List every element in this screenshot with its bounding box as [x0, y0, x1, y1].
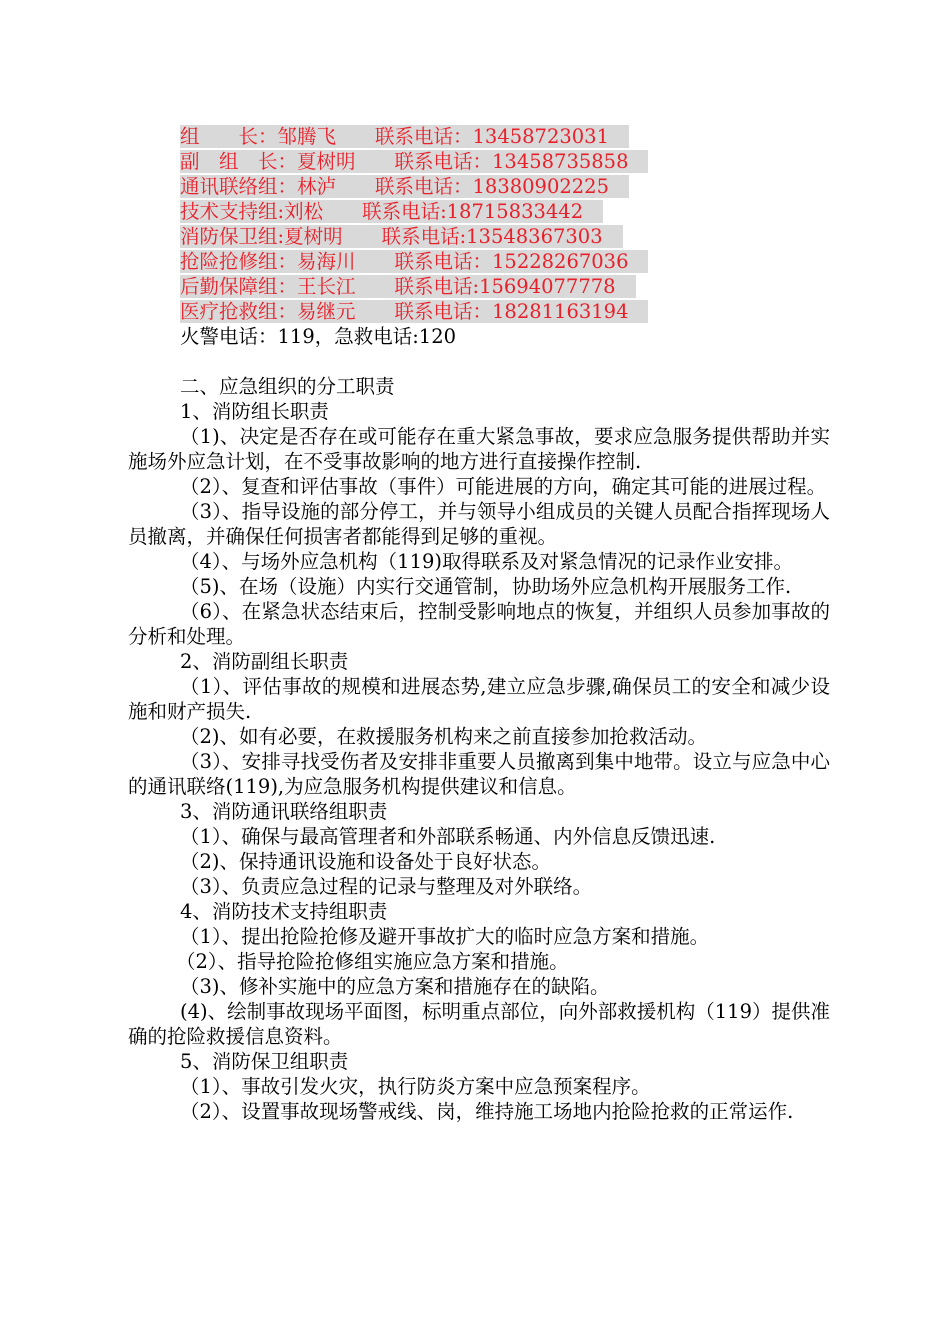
duty-heading-5: 5、消防保卫组职责 — [180, 1050, 349, 1073]
contact-fire-security: 消防保卫组:夏树明 联系电话:13548367303 — [180, 224, 648, 249]
duty-item: （5)、在场（设施）内实行交通管制，协助场外应急机构开展服务工作. — [180, 575, 792, 598]
section-title: 二、应急组织的分工职责 — [180, 375, 395, 398]
contact-medical: 医疗抢救组：易继元 联系电话：18281163194 — [180, 299, 648, 324]
contact-tech-support: 技术支持组:刘松 联系电话:18715833442 — [180, 199, 648, 224]
duty-item: （1)、决定是否存在或可能存在重大紧急事故，要求应急服务提供帮助并实施场外应急计划，在不受事故影响的地方进行直接操作控制. — [128, 425, 830, 473]
duty-item: （2）、设置事故现场警戒线、岗，维持施工场地内抢险抢救的正常运作. — [180, 1100, 794, 1123]
duty-item: （4）、与场外应急机构（119)取得联系及对紧急情况的记录作业安排。 — [180, 550, 793, 573]
duty-item: （3）、指导设施的部分停工，并与领导小组成员的关键人员配合指挥现场人员撤离，并确保任何损害者都能得到足够的重视。 — [128, 500, 830, 548]
duty-item: (4)、绘制事故现场平面图，标明重点部位，向外部救援机构（119）提供准确的抢险救援信息资料。 — [128, 1000, 830, 1048]
duty-item: （3)、修补实施中的应急方案和措施存在的缺陷。 — [180, 975, 610, 998]
contact-rescue-repair: 抢险抢修组：易海川 联系电话：15228267036 — [180, 249, 648, 274]
duty-heading-4: 4、消防技术支持组职责 — [180, 900, 388, 923]
duty-item: （2）、复查和评估事故（事件）可能进展的方向，确定其可能的进展过程。 — [180, 475, 827, 498]
duty-item: （1）、评估事故的规模和进展态势,建立应急步骤,确保员工的安全和减少设施和财产损失. — [128, 675, 830, 723]
contact-list — [180, 124, 648, 324]
duty-heading-3: 3、消防通讯联络组职责 — [180, 800, 388, 823]
duty-item: （3）、安排寻找受伤者及安排非重要人员撤离到集中地带。设立与应急中心的通讯联络(119),为应急服务机构提供建议和信息。 — [128, 750, 830, 798]
duty-item: （3）、负责应急过程的记录与整理及对外联络。 — [180, 875, 593, 898]
duties-section — [128, 374, 830, 1124]
duty-item: （1）、确保与最高管理者和外部联系畅通、内外信息反馈迅速. — [180, 825, 716, 848]
emergency-numbers: 火警电话：119，急救电话:120 — [180, 325, 457, 348]
contact-deputy-leader: 副 组 长：夏树明 联系电话：13458735858 — [180, 149, 648, 174]
duty-heading-2: 2、消防副组长职责 — [180, 650, 349, 673]
duty-item: （2)、如有必要，在救援服务机构来之前直接参加抢救活动。 — [180, 725, 708, 748]
duty-item: （1）、事故引发火灾，执行防炎方案中应急预案程序。 — [180, 1075, 651, 1098]
duty-item: （2)、保持通讯设施和设备处于良好状态。 — [180, 850, 552, 873]
duty-item: （1）、提出抢险抢修及避开事故扩大的临时应急方案和措施。 — [180, 925, 710, 948]
contact-logistics: 后勤保障组：王长江 联系电话:15694077778 — [180, 274, 648, 299]
duty-item: （6）、在紧急状态结束后，控制受影响地点的恢复，并组织人员参加事故的分析和处理。 — [128, 600, 830, 648]
contact-communication: 通讯联络组：林泸 联系电话：18380902225 — [180, 174, 648, 199]
duty-heading-1: 1、消防组长职责 — [180, 400, 329, 423]
duty-item: （2）、指导抢险抢修组实施应急方案和措施。 — [176, 950, 569, 973]
contact-leader: 组 长：邹腾飞 联系电话：13458723031 — [180, 124, 648, 149]
